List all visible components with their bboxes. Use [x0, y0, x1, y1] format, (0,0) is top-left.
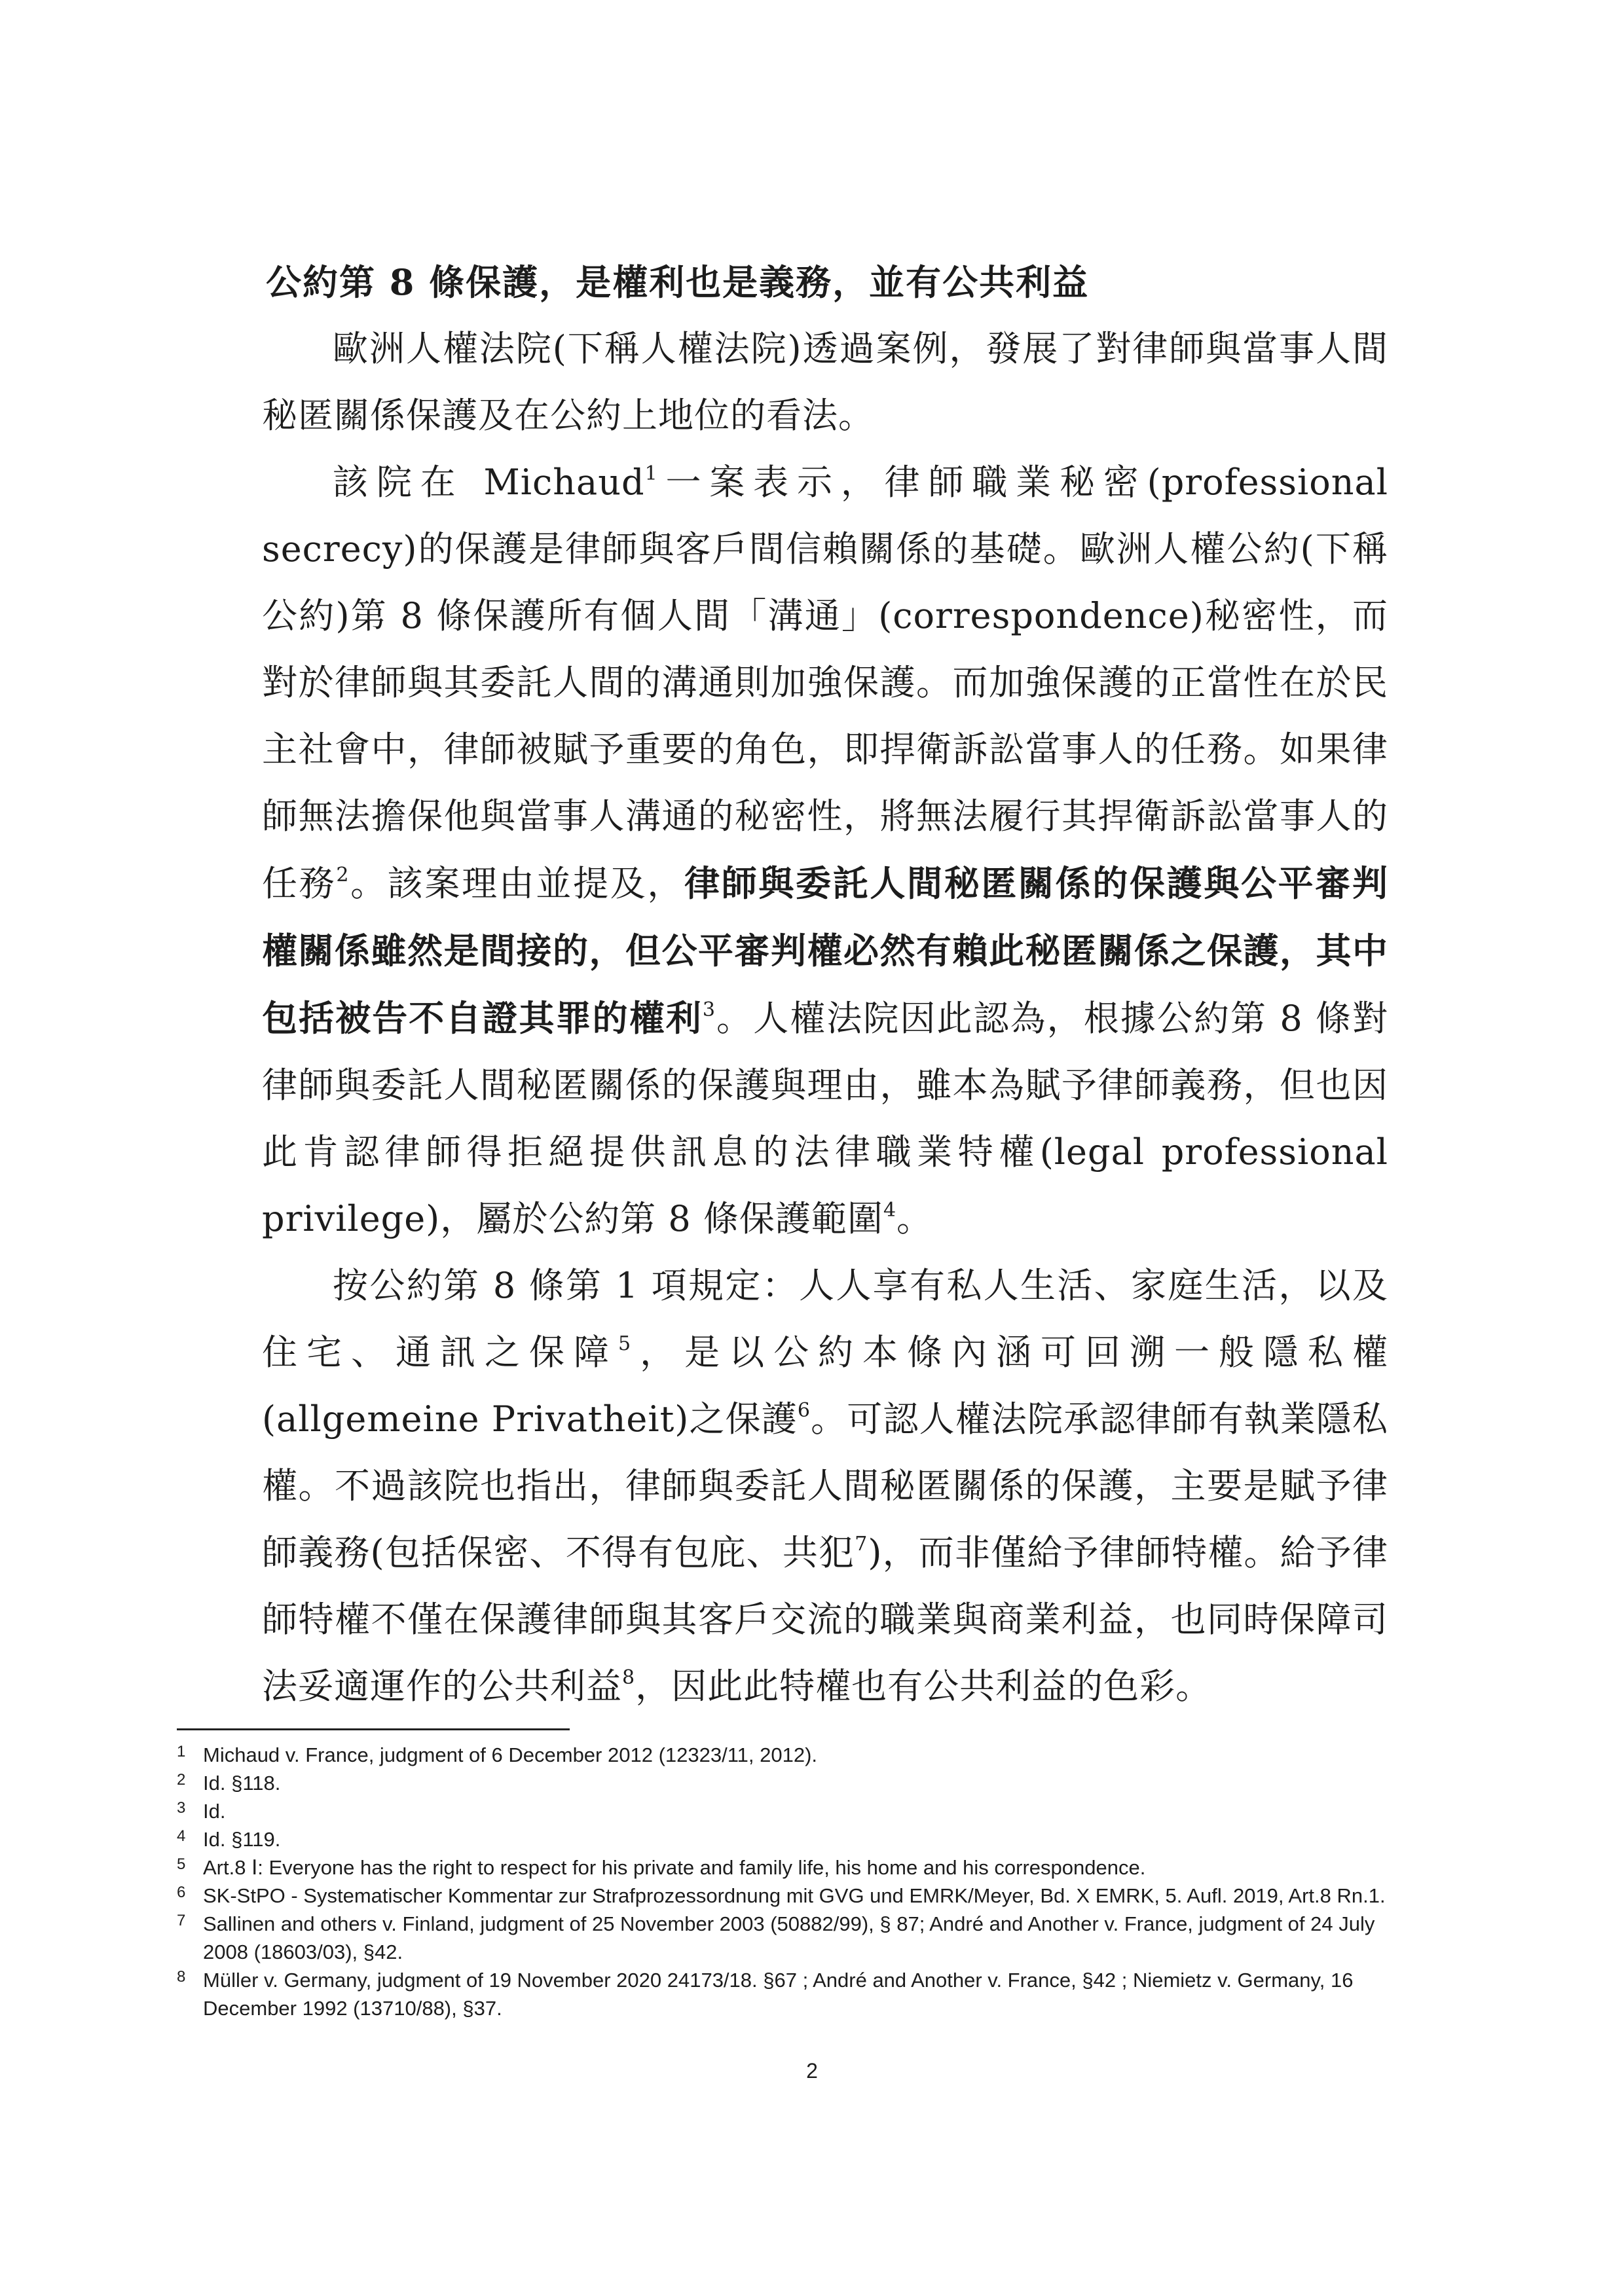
- paragraph-3-text-d: )，而非僅給予律師特權。給予律師特權不僅在保護律師與其客戶交流的職業與商業利益，也同時保障司法妥適運作的公共利益: [262, 1532, 1388, 1707]
- paragraph-3-text-b: ，是以公約本條內涵可回溯一般隱私權(allgemeine Privatheit)之保護: [262, 1332, 1389, 1440]
- footnote-ref-4: 4: [883, 1199, 897, 1222]
- paragraph-3: [262, 1252, 1388, 1720]
- footnote-ref-8: 8: [622, 1666, 636, 1689]
- paragraph-2-text-a: 該院在 Michaud: [333, 462, 645, 503]
- footnote-number: 2: [177, 1771, 186, 1789]
- footnote-ref-5: 5: [618, 1332, 632, 1355]
- footnote-text: Id. §119.: [203, 1828, 281, 1851]
- footnote-1: [177, 1741, 1421, 1769]
- footnote-number: 3: [177, 1799, 186, 1817]
- paragraph-1: 歐洲人權法院(下稱人權法院)透過案例，發展了對律師與當事人間秘匿關係保護及在公約上地位的看法。: [262, 328, 1388, 436]
- paragraph-3-text-a: 按公約第 8 條第 1 項規定：人人享有私人生活、家庭生活，以及住宅、通訊之保障: [262, 1265, 1388, 1373]
- footnote-7: [177, 1910, 1421, 1966]
- footnote-8: [177, 1966, 1421, 2022]
- footnote-text: Sallinen and others v. Finland, judgment of 25 November 2003 (50882/99), § 87; André and Another v. France, judgment of 24 July 2008 (18603/03), §42.: [203, 1912, 1375, 1963]
- footnote-text: SK-StPO - Systematischer Kommentar zur Strafprozessordnung mit GVG und EMRK/Meyer, Bd. X EMRK, 5. Aufl. 2019, Art.8 Rn.1.: [203, 1884, 1386, 1907]
- footnote-ref-6: 6: [797, 1399, 811, 1422]
- footnote-number: 7: [177, 1912, 186, 1929]
- paragraph-3-text-c: 。可認人權法院承認律師有執業隱私權。不過該院也指出，律師與委託人間秘匿關係的保護，主要是賦予律師義務(包括保密、不得有包庇、共犯: [262, 1398, 1388, 1573]
- footnote-ref-3: 3: [702, 998, 716, 1021]
- footnote-number: 8: [177, 1968, 186, 1986]
- footnotes-section: [177, 1728, 1421, 2022]
- footnote-number: 1: [177, 1743, 186, 1760]
- footnote-ref-7: 7: [855, 1533, 868, 1556]
- paragraph-2-bold-text: 律師與委託人間秘匿關係的保護與公平審判權關係雖然是間接的，但公平審判權必然有賴此秘匿關係之保護，其中包括被告不自證其罪的權利: [262, 862, 1389, 1039]
- page-number: 2: [806, 2059, 818, 2083]
- footnote-text: Id. §118.: [203, 1772, 281, 1795]
- paragraph-2-text-c: 。該案理由並提及，: [349, 863, 685, 904]
- footnote-ref-2: 2: [336, 864, 350, 886]
- footnote-number: 5: [177, 1855, 186, 1873]
- footnote-5: [177, 1853, 1421, 1882]
- footnote-number: 6: [177, 1884, 186, 1901]
- paragraph-3-text-e: ，因此此特權也有公共利益的色彩。: [635, 1666, 1212, 1707]
- paragraph-2-text-e: 。: [896, 1198, 933, 1239]
- paragraph-2-text-b: 一案表示，律師職業秘密(professional secrecy)的保護是律師與客戶間信賴關係的基礎。歐洲人權公約(下稱公約)第 8 條保護所有個人間「溝通」(correspondence)秘密性，而對於律師與其委託人間的溝通則加強保護。而加強保護的正當性在於民主社會中，律師被賦予重要的角色，即捍衛訴訟當事人的任務。如果律師無法擔保他與當事人溝通的秘密性，將無法履行其捍衛訴訟當事人的任務: [262, 462, 1388, 904]
- main-text: [262, 249, 1388, 1720]
- paragraph-2: [262, 449, 1388, 1252]
- footnote-text: Müller v. Germany, judgment of 19 November 2020 24173/18. §67 ; André and Another v. France, §42 ; Niemietz v. Germany, 16 December 1992 (13710/88), §37.: [203, 1969, 1354, 2020]
- paragraph-2-text-d: 。人權法院因此認為，根據公約第 8 條對律師與委託人間秘匿關係的保護與理由，雖本為賦予律師義務，但也因此肯認律師得拒絕提供訊息的法律職業特權(legal professional privilege)，屬於公約第 8 條保護範圍: [262, 998, 1388, 1239]
- footnote-text: Michaud v. France, judgment of 6 December 2012 (12323/11, 2012).: [203, 1743, 818, 1766]
- footnote-2: [177, 1769, 1421, 1797]
- footnote-text: Id.: [203, 1800, 226, 1823]
- footnote-6: [177, 1882, 1421, 1910]
- footnote-ref-1: 1: [644, 462, 658, 485]
- footnote-separator: [177, 1728, 570, 1730]
- footnote-4: [177, 1825, 1421, 1853]
- footnote-3: [177, 1797, 1421, 1825]
- footnote-number: 4: [177, 1827, 186, 1845]
- footnote-text: Art.8 Ⅰ: Everyone has the right to respect for his private and family life, his home and his correspondence.: [203, 1856, 1146, 1879]
- section-heading: 公約第 8 條保護，是權利也是義務，並有公共利益: [266, 261, 1090, 303]
